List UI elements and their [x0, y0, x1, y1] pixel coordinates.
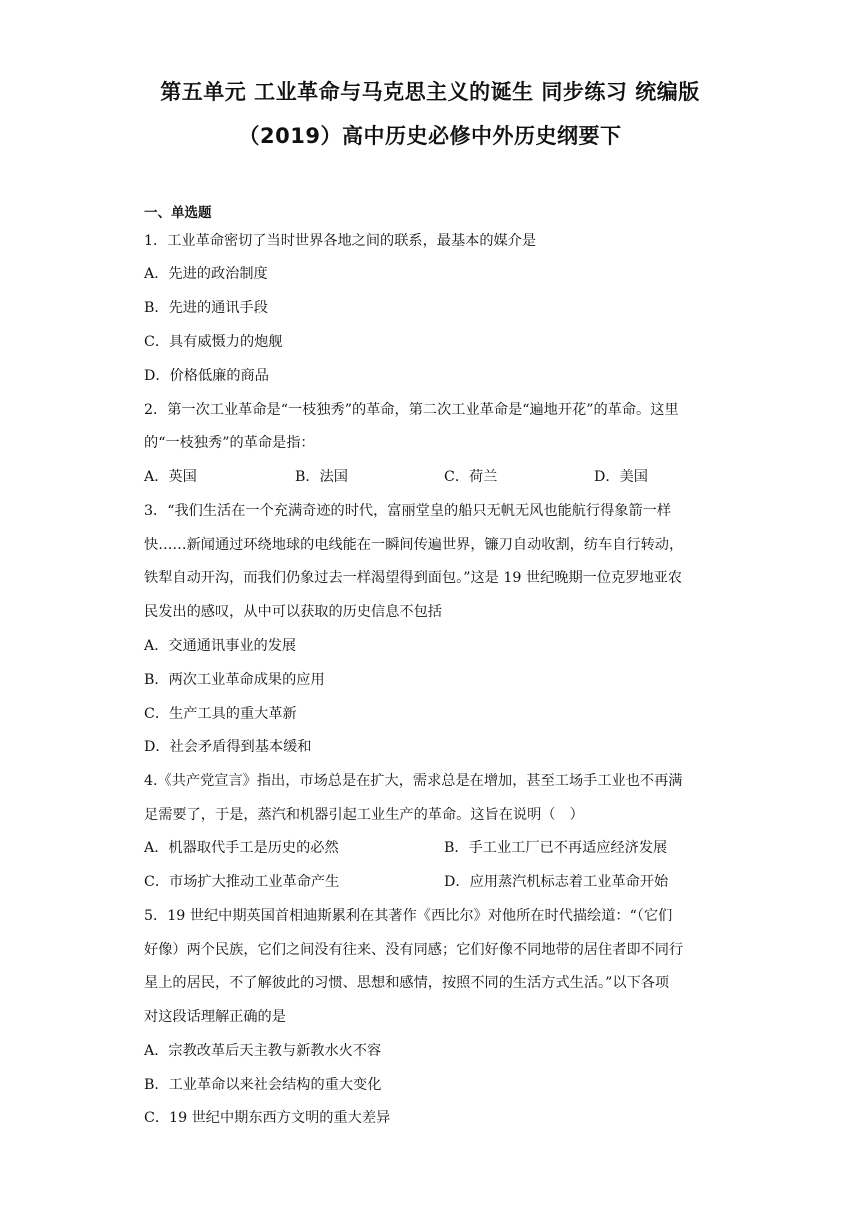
question-5-stem-line1: 5．19 世纪中期英国首相迪斯累利在其著作《西比尔》对他所在时代描绘道：“（它们: [144, 908, 673, 924]
question-1-option-b: B．先进的通讯手段: [144, 300, 268, 316]
question-5-stem-line4: 对这段话理解正确的是: [144, 1009, 286, 1025]
question-4-option-d: D．应用蒸汽机标志着工业革命开始: [444, 874, 669, 890]
question-3-option-d: D．社会矛盾得到基本缓和: [144, 739, 312, 755]
question-1-option-a: A．先进的政治制度: [144, 266, 268, 282]
question-1-option-d: D．价格低廉的商品: [144, 368, 269, 384]
question-3-stem-line4: 民发出的感叹，从中可以获取的历史信息不包括: [144, 604, 442, 620]
question-2-option-b: B．法国: [295, 469, 348, 485]
question-2-stem-line1: 2．第一次工业革命是“一枝独秀”的革命，第二次工业革命是“遍地开花”的革命。这里: [144, 402, 679, 418]
question-4-option-b: B．手工业工厂已不再适应经济发展: [444, 840, 668, 856]
question-2-option-a: A．英国: [144, 469, 197, 485]
question-4-option-c: C．市场扩大推动工业革命产生: [144, 874, 340, 890]
question-5-option-c: C．19 世纪中期东西方文明的重大差异: [144, 1110, 391, 1126]
question-4-stem-line2: 足需要了，于是，蒸汽和机器引起工业生产的革命。这旨在说明（ ）: [144, 807, 584, 823]
question-4-stem-line1: 4.《共产党宣言》指出，市场总是在扩大，需求总是在增加，甚至工场手工业也不再满: [144, 773, 683, 789]
question-4-option-a: A．机器取代手工是历史的必然: [144, 840, 339, 856]
question-1-option-c: C．具有威慑力的炮舰: [144, 334, 283, 350]
question-3-option-b: B．两次工业革命成果的应用: [144, 672, 325, 688]
question-5-option-b: B．工业革命以来社会结构的重大变化: [144, 1077, 382, 1093]
question-3-option-c: C．生产工具的重大革新: [144, 706, 297, 722]
question-5-stem-line3: 星上的居民，不了解彼此的习惯、思想和感情，按照不同的生活方式生活。”以下各项: [144, 975, 670, 991]
question-2-option-c: C．荷兰: [444, 469, 498, 485]
question-3-stem-line1: 3．“我们生活在一个充满奇迹的时代，富丽堂皇的船只无帆无风也能航行得象箭一样: [144, 503, 672, 519]
question-1-stem: 1．工业革命密切了当时世界各地之间的联系，最基本的媒介是: [144, 233, 537, 249]
question-5-stem-line2: 好像）两个民族，它们之间没有往来、没有同感；它们好像不同地带的居住者即不同行: [144, 942, 684, 958]
question-2-option-d: D．美国: [594, 469, 648, 485]
question-5-option-a: A．宗教改革后天主教与新教水火不容: [144, 1043, 382, 1059]
question-3-stem-line2: 快……新闻通过环绕地球的电线能在一瞬间传遍世界，镰刀自动收割，纺车自行转动，: [144, 537, 684, 553]
question-3-option-a: A．交通通讯事业的发展: [144, 638, 297, 654]
question-2-stem-line2: 的“一枝独秀”的革命是指：: [144, 435, 315, 451]
document-title-line2: （2019）高中历史必修中外历史纲要下: [238, 124, 622, 148]
document-title-line1: 第五单元 工业革命与马克思主义的诞生 同步练习 统编版: [160, 80, 700, 104]
question-3-stem-line3: 铁犁自动开沟，而我们仍象过去一样渴望得到面包。”这是 19 世纪晚期一位克罗地亚农: [144, 570, 682, 586]
section-heading: 一、单选题: [144, 205, 212, 221]
